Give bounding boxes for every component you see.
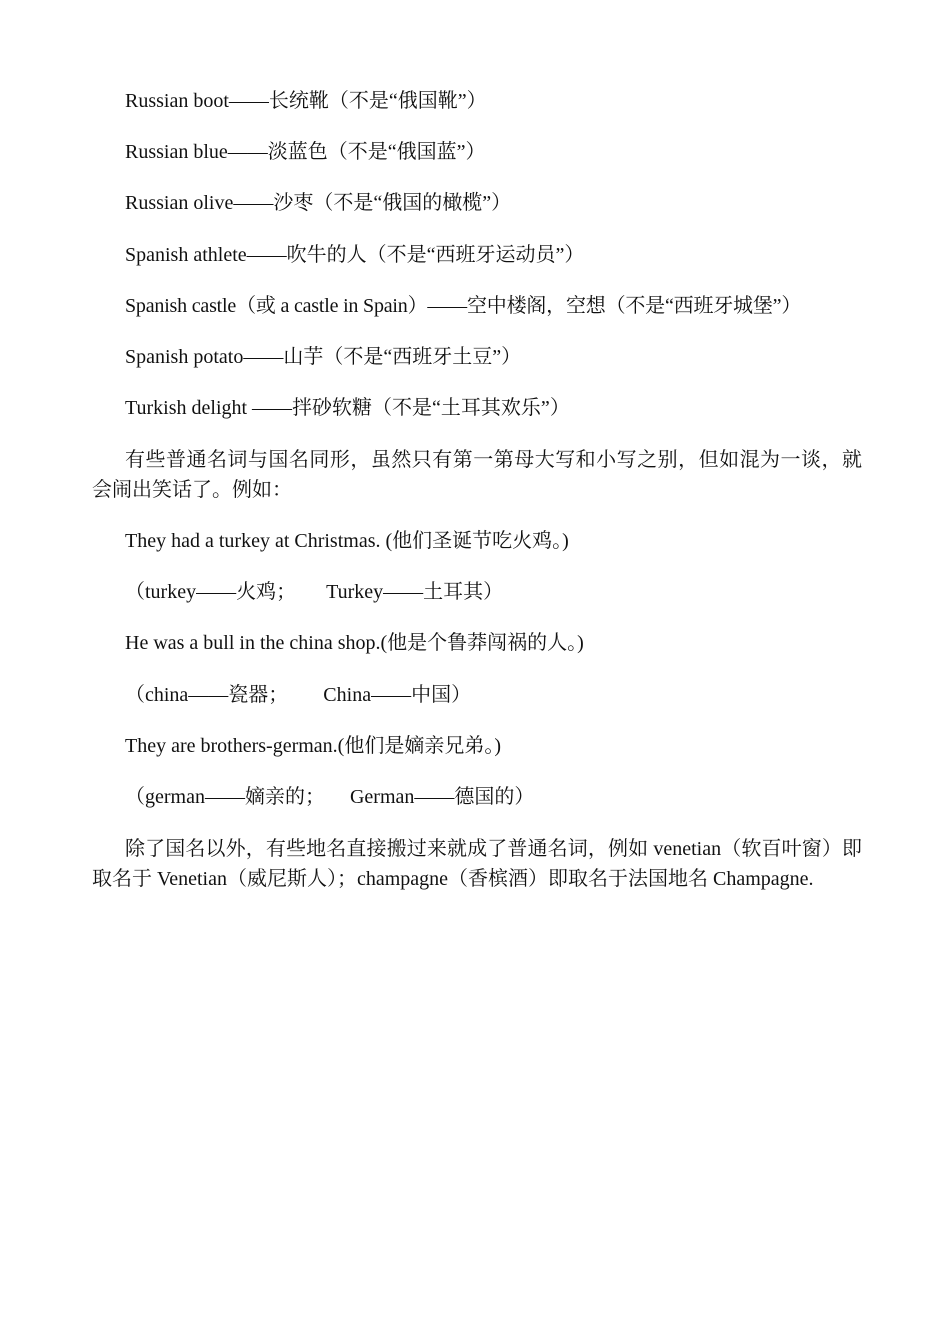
paragraph-note-german: （german——嫡亲的； German——德国的） (125, 786, 535, 808)
paragraph-example-turkey: They had a turkey at Christmas. (他们圣诞节吃火鸡。) (125, 530, 569, 552)
paragraph-example-german: They are brothers-german.(他们是嫡亲兄弟。) (125, 735, 501, 757)
paragraph-common-nouns-intro: 有些普通名词与国名同形，虽然只有第一第母大写和小写之别，但如混为一谈，就会闹出笑话了。例如： (92, 449, 862, 501)
paragraph-spanish-athlete: Spanish athlete——吹牛的人（不是“西班牙运动员”） (125, 244, 585, 266)
paragraph-spanish-castle: Spanish castle（或 a castle in Spain）——空中楼阁，空想（不是“西班牙城堡”） (125, 295, 802, 317)
paragraph-note-china: （china——瓷器； China——中国） (125, 684, 472, 706)
paragraph-russian-blue: Russian blue——淡蓝色（不是“俄国蓝”） (125, 141, 486, 163)
paragraph-russian-olive: Russian olive——沙枣（不是“俄国的橄榄”） (125, 192, 512, 214)
paragraph-note-turkey: （turkey——火鸡； Turkey——土耳其） (125, 581, 504, 603)
paragraph-place-names: 除了国名以外，有些地名直接搬过来就成了普通名词，例如 venetian（软百叶窗）即取名于 Venetian（威尼斯人）；champagne（香槟酒）即取名于法国地名 Champagne. (92, 838, 862, 890)
paragraph-turkish-delight: Turkish delight ——拌砂软糖（不是“土耳其欢乐”） (125, 397, 570, 419)
paragraph-spanish-potato: Spanish potato——山芋（不是“西班牙土豆”） (125, 346, 522, 368)
paragraph-russian-boot: Russian boot——长统靴（不是“俄国靴”） (125, 90, 487, 112)
paragraph-example-china: He was a bull in the china shop.(他是个鲁莽闯祸的人。) (125, 632, 584, 654)
